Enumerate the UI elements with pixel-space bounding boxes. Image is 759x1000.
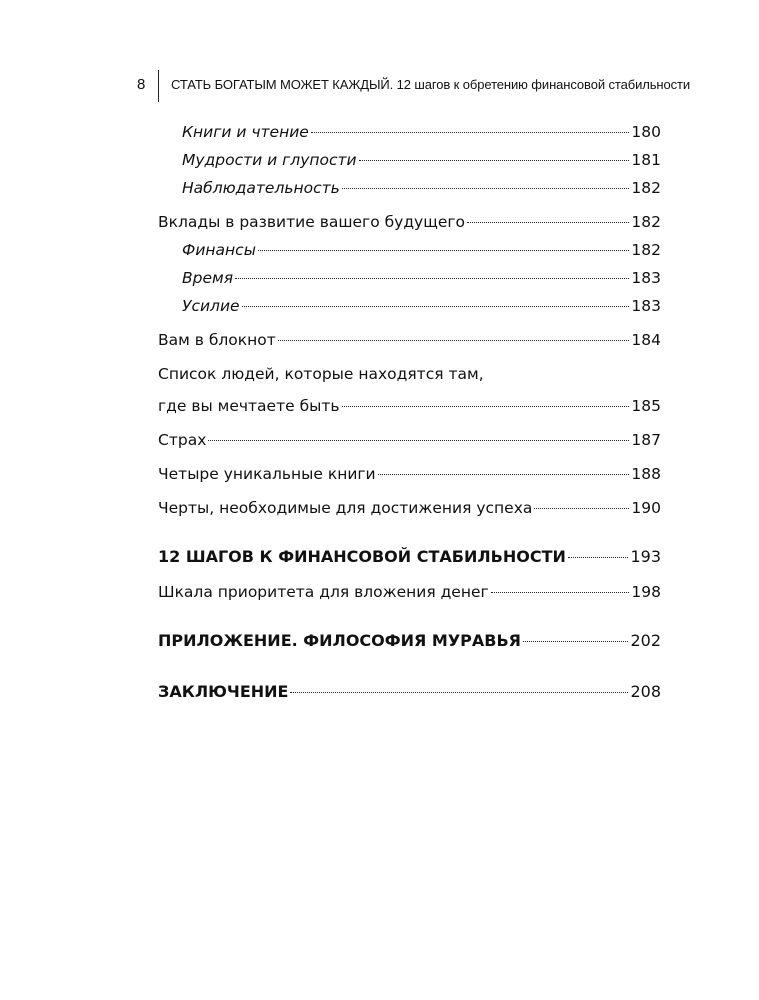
table-of-contents: [158, 118, 661, 706]
toc-entry: [158, 360, 661, 420]
toc-entry-title: Наблюдательность: [182, 179, 340, 197]
toc-entry: [158, 426, 661, 454]
running-title: СТАТЬ БОГАТЫМ МОЖЕТ КАЖДЫЙ. 12 шагов к обретению финансовой стабильности: [171, 77, 691, 92]
dot-leader: [342, 406, 630, 407]
toc-entry-page: 188: [631, 465, 661, 483]
dot-leader: [342, 188, 630, 189]
toc-entry-title: Страх: [158, 431, 207, 449]
toc-entry-page: 190: [631, 499, 661, 517]
toc-entry-page: 180: [631, 123, 661, 141]
toc-entry-page: 208: [630, 682, 661, 701]
toc-entry-title: Шкала приоритета для вложения денег: [158, 583, 489, 601]
toc-entry-page: 184: [631, 331, 661, 349]
dot-leader: [491, 592, 630, 593]
toc-entry-title: Вам в блокнот: [158, 331, 276, 349]
toc-entry: [158, 118, 661, 146]
toc-entry-page: 183: [631, 297, 661, 315]
page-header: [0, 70, 759, 102]
toc-entry-page: 182: [631, 213, 661, 231]
toc-entry-title: Финансы: [182, 241, 256, 259]
toc-entry-title: Вклады в развитие вашего будущего: [158, 213, 465, 231]
dot-leader: [258, 250, 629, 251]
toc-entry: [158, 326, 661, 354]
toc-entry: [158, 236, 661, 264]
dot-leader: [523, 641, 628, 642]
toc-entry-title: ЗАКЛЮЧЕНИЕ: [158, 682, 289, 701]
dot-leader: [568, 557, 629, 558]
toc-entry-title: ПРИЛОЖЕНИЕ. ФИЛОСОФИЯ МУРАВЬЯ: [158, 631, 521, 650]
toc-entry-page: 198: [631, 583, 661, 601]
toc-entry: [158, 264, 661, 292]
toc-entry: [158, 146, 661, 174]
toc-entry: [158, 292, 661, 320]
toc-entry: [158, 578, 661, 606]
toc-entry-page: 181: [631, 151, 661, 169]
toc-entry: [158, 174, 661, 202]
dot-leader: [242, 306, 630, 307]
dot-leader: [467, 222, 629, 223]
toc-entry-page: 185: [631, 397, 661, 415]
toc-entry-title-line1: Список людей, которые находятся там,: [158, 365, 484, 383]
page-number: 8: [137, 76, 146, 93]
toc-part-entry: [158, 678, 661, 706]
toc-entry: [158, 460, 661, 488]
toc-entry-page: 183: [631, 269, 661, 287]
toc-entry-page: 187: [631, 431, 661, 449]
toc-entry-title: Черты, необходимые для достижения успеха: [158, 499, 533, 517]
dot-leader: [208, 440, 629, 441]
dot-leader: [359, 160, 630, 161]
toc-entry: [158, 494, 661, 522]
toc-entry-title: Книги и чтение: [182, 123, 309, 141]
toc-entry-page: 182: [631, 241, 661, 259]
toc-entry-page: 202: [630, 631, 661, 650]
toc-entry-title: Мудрости и глупости: [182, 151, 357, 169]
dot-leader: [278, 340, 630, 341]
toc-entry-title: 12 ШАГОВ К ФИНАНСОВОЙ СТАБИЛЬНОСТИ: [158, 547, 566, 566]
toc-entry-title: Четыре уникальные книги: [158, 465, 376, 483]
toc-part-entry: [158, 543, 661, 571]
toc-entry-page: 193: [630, 547, 661, 566]
toc-entry: [158, 208, 661, 236]
dot-leader: [290, 692, 628, 693]
toc-entry-title: Усилие: [182, 297, 240, 315]
dot-leader: [378, 474, 630, 475]
toc-entry-title-line2: где вы мечтаете быть: [158, 397, 340, 415]
dot-leader: [235, 278, 629, 279]
toc-entry-title: Время: [182, 269, 234, 287]
dot-leader: [534, 508, 629, 509]
toc-entry-page: 182: [631, 179, 661, 197]
toc-part-entry: [158, 627, 661, 655]
header-divider: [158, 70, 159, 102]
dot-leader: [311, 132, 630, 133]
